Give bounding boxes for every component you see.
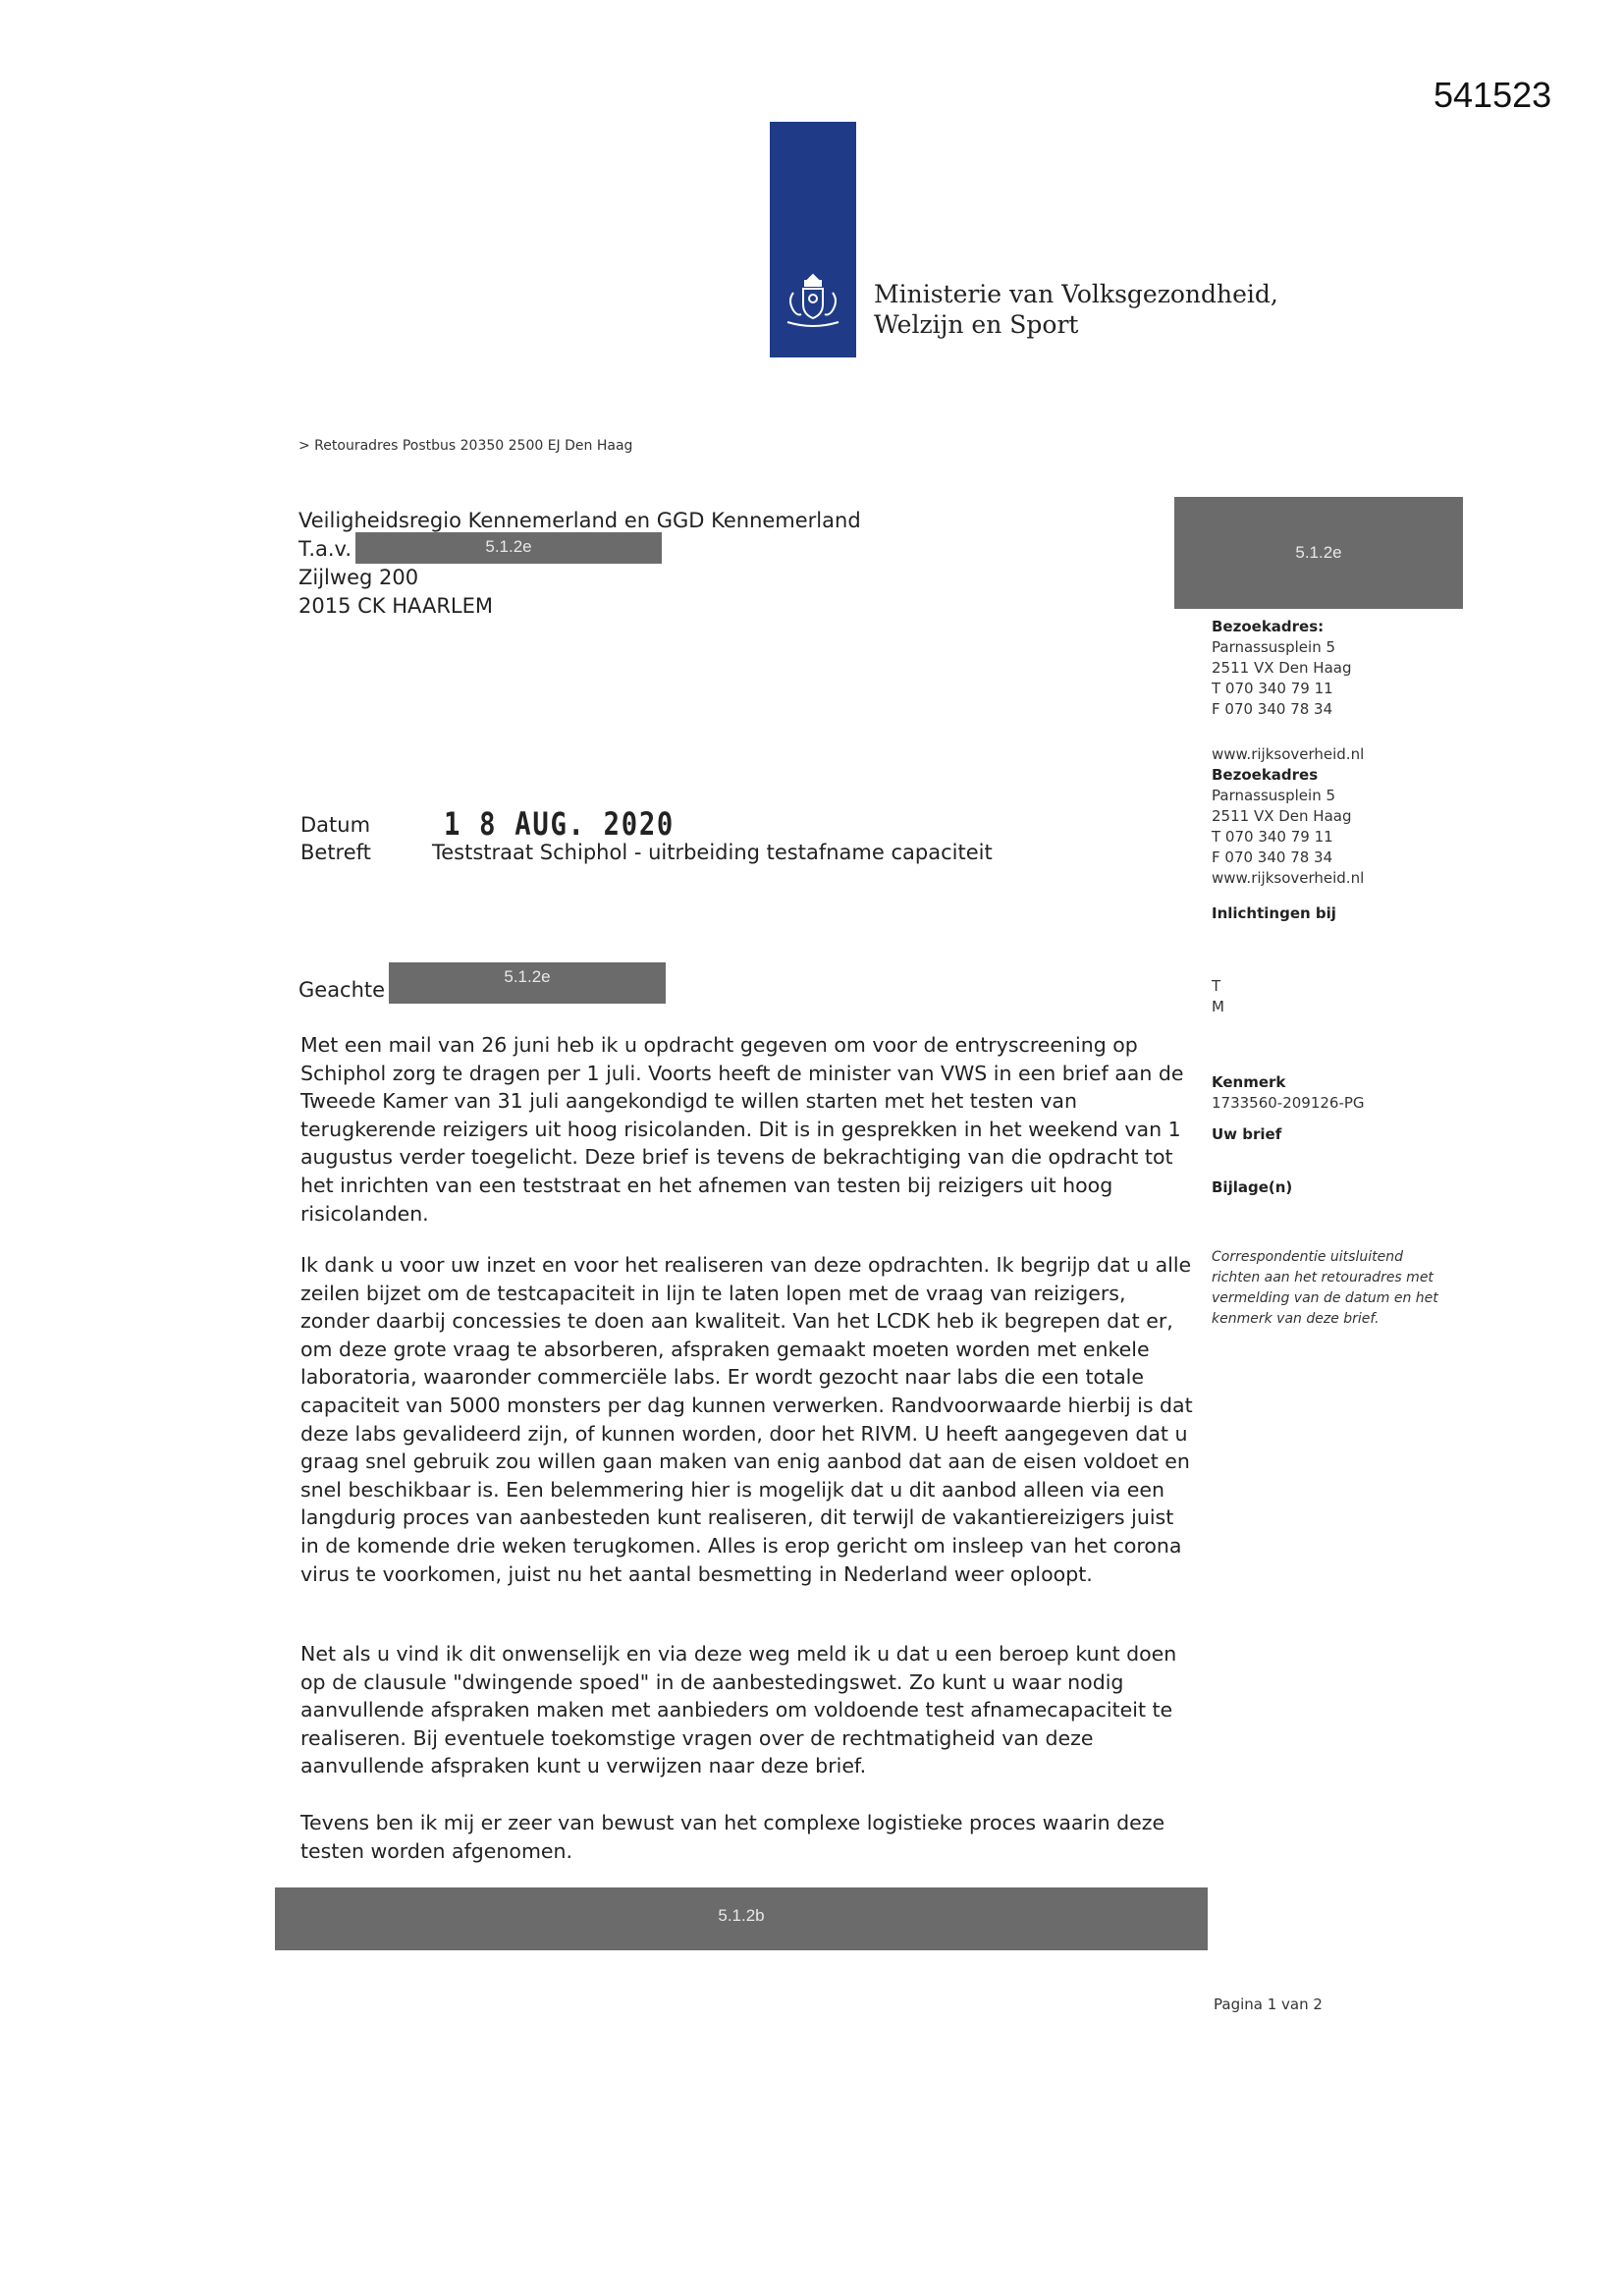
correspondence-note: Correspondentie uitsluitend richten aan het retouradres met vermelding van de datum en het kenmerk van deze brief. (1212, 1249, 1438, 1327)
visit-line: 2511 VX Den Haag (1212, 807, 1352, 825)
body-paragraph-1: Met een mail van 26 juni heb ik u opdracht gegeven om voor de entryscreening op Schiphol zorg te dragen per 1 juli. Voorts heeft de minister van VWS in een brief aan de Tweede Kamer van 31 juli aangekondigd te willen starten met het testen van terugkerende reizigers uit hoog risicolanden. Dit is in gesprekken in het weekend van 1 augustus verder toegelicht. Deze brief is tevens de bekrachtiging van die opdracht tot het inrichten van een teststraat en het afnemen van testen bij reizigers uit hoog risicolanden. (300, 1033, 1184, 1226)
visit-line: Parnassusplein 5 (1212, 638, 1336, 656)
recipient-city: 2015 CK HAARLEM (298, 594, 494, 618)
return-address: > Retouradres Postbus 20350 2500 EJ Den Haag (298, 438, 633, 454)
bottom-redaction: 5.1.2b (275, 1887, 1208, 1950)
body-paragraph-4: Tevens ben ik mij er zeer van bewust van het complexe logistieke proces waarin deze testen worden afgenomen. (300, 1811, 1165, 1863)
salutation-redaction: 5.1.2e (389, 962, 666, 1004)
visit-line: Parnassusplein 5 (1212, 787, 1336, 804)
sidebar-redaction: 5.1.2e (1174, 497, 1463, 609)
attn-label: T.a.v. (298, 537, 352, 561)
visit-line: T 070 340 79 11 (1212, 828, 1333, 846)
body-paragraph-3: Net als u vind ik dit onwenselijk en via deze weg meld ik u dat u een beroep kunt doen op de clausule "dwingende spoed" in de aanbestedingswet. Zo kunt u waar nodig aanvullende afspraken maken met aanbieders om voldoende test afnamecapaciteit te realiseren. Bij eventuele toekomstige vragen over de rechtmatigheid van deze aanvullende afspraken kunt u verwijzen naar deze brief. (300, 1642, 1177, 1778)
subject-value: Teststraat Schiphol - uitrbeiding testafname capaciteit (432, 841, 993, 864)
visit-label-2: Bezoekadres (1212, 766, 1319, 784)
info-label: Inlichtingen bij (1212, 904, 1336, 922)
visit-address-1 (1212, 617, 1352, 720)
visit-address-2 (1212, 765, 1364, 889)
visit-line: T 070 340 79 11 (1212, 680, 1333, 697)
recipient-street: Zijlweg 200 (298, 566, 419, 589)
bijlage-label: Bijlage(n) (1212, 1178, 1293, 1196)
date-stamp: 1 8 AUG. 2020 (444, 805, 675, 843)
kenmerk-block (1212, 1072, 1365, 1114)
visit-line: 2511 VX Den Haag (1212, 659, 1352, 677)
kenmerk-value: 1733560-209126-PG (1212, 1094, 1365, 1112)
recipient-line-1: Veiligheidsregio Kennemerland en GGD Kennemerland (298, 509, 861, 532)
visit-label-1: Bezoekadres: (1212, 618, 1325, 635)
visit-line: F 070 340 78 34 (1212, 848, 1333, 866)
subject-label: Betreft (300, 841, 371, 864)
logo-bar (770, 122, 856, 357)
uw-brief-label: Uw brief (1212, 1125, 1282, 1143)
page-number: Pagina 1 van 2 (1214, 1995, 1323, 2013)
m-label: M (1212, 998, 1224, 1015)
kenmerk-label: Kenmerk (1212, 1073, 1286, 1091)
salutation: Geachte (298, 978, 386, 1002)
document-number: 541523 (1434, 75, 1552, 115)
attn-redaction: 5.1.2e (355, 532, 662, 564)
website-link-2[interactable]: www.rijksoverheid.nl (1212, 869, 1365, 887)
date-label: Datum (300, 813, 371, 837)
recipient-address (298, 507, 861, 621)
ministry-name (874, 279, 1278, 340)
ministry-line-1: Ministerie van Volksgezondheid, (874, 280, 1278, 308)
website-link-1[interactable]: www.rijksoverheid.nl (1212, 745, 1365, 763)
ministry-line-2: Welzijn en Sport (874, 310, 1079, 339)
coat-of-arms-icon (780, 267, 846, 334)
body-paragraph-2: Ik dank u voor uw inzet en voor het realiseren van deze opdrachten. Ik begrijp dat u alle zeilen bijzet om de testcapaciteit in lijn te laten lopen met de vraag van reizigers, zonder daarbij concessies te doen aan kwaliteit. Van het LCDK heb ik begrepen dat er, om deze grote vraag te absorberen, afspraken gemaakt moeten worden met enkele laboratoria, waaronder commerciële labs. Er wordt gezocht naar labs die een totale capaciteit van 5000 monsters per dag kunnen verwerken. Randvoorwaarde hierbij is dat deze labs gevalideerd zijn, of kunnen worden, door het RIVM. U heeft aangegeven dat u graag snel gebruik zou willen gaan maken van enig aanbod dat aan de eisen voldoet en snel beschikbaar is. Een belemmering hier is mogelijk dat u dit aanbod alleen via een langdurig proces van aanbesteden kunt realiseren, dit terwijl de vakantiereizigers juist in de komende drie weken terugkomen. Alles is erop gericht om insleep van het corona virus te voorkomen, juist nu het aantal besmetting in Nederland weer oploopt. (300, 1253, 1193, 1586)
t-label: T (1212, 977, 1221, 995)
visit-line: F 070 340 78 34 (1212, 700, 1333, 718)
